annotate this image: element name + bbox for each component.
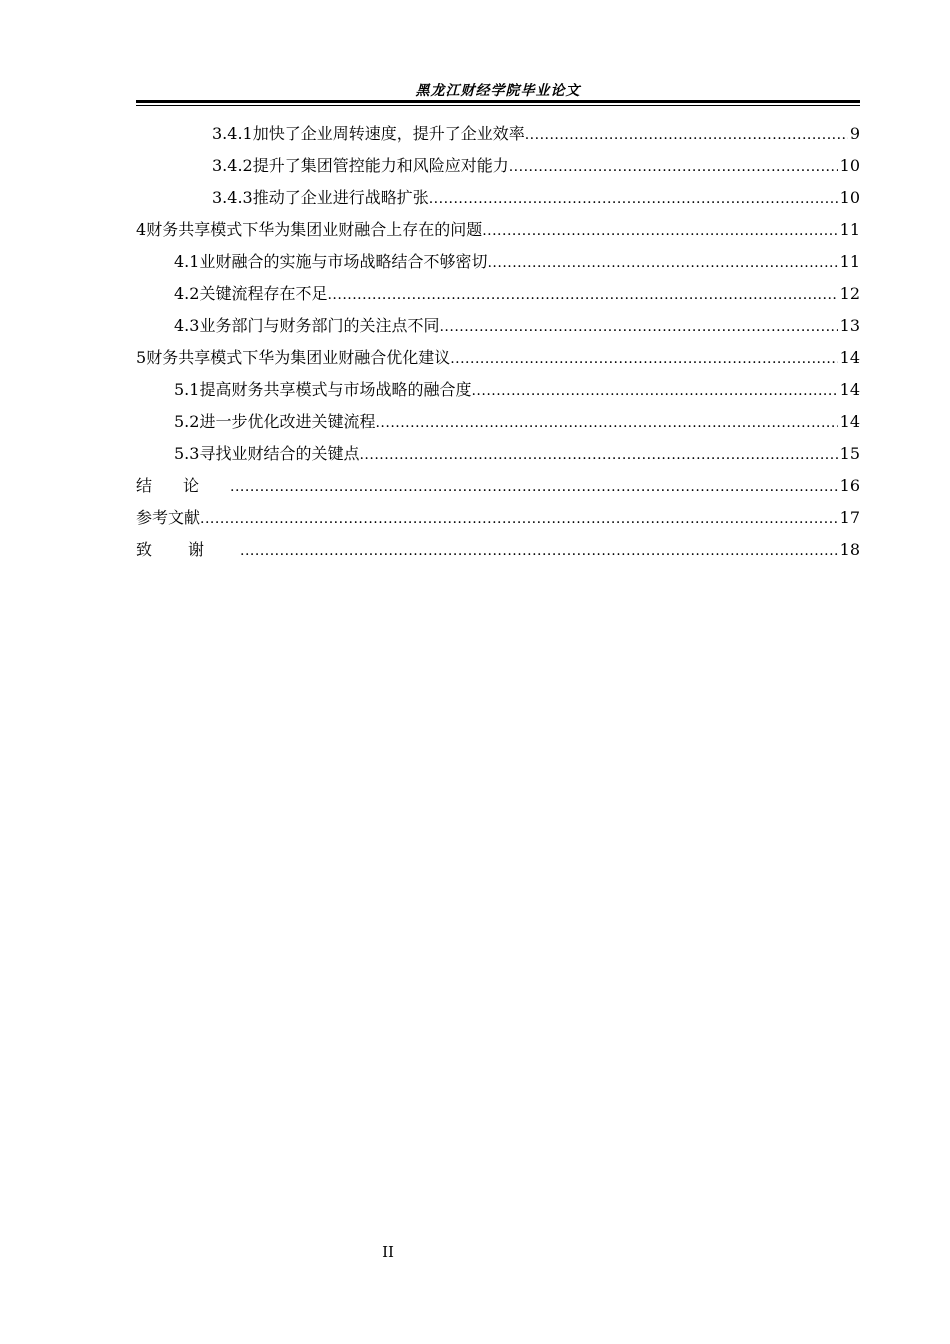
toc-entry-title: 业务部门与财务部门的关注点不同 [199,316,440,335]
toc-entry-page: 16 [839,476,860,495]
toc-dot-leader [359,439,837,471]
toc-dot-leader [230,471,838,503]
toc-entry-number: 3.4.1 [212,124,253,143]
toc-dot-leader [482,215,837,247]
toc-entry-title: 致谢 [136,540,241,559]
toc-entry[interactable] [136,374,860,406]
toc-entry-number: 5.3 [174,444,200,463]
toc-entry-title: 推动了企业进行战略扩张 [252,188,429,207]
toc-entry-page: 11 [839,252,860,271]
toc-dot-leader [327,279,837,311]
toc-entry-number: 4 [136,220,147,239]
toc-entry-number: 3.4.3 [212,188,253,207]
toc-entry-number: 4.2 [174,284,200,303]
toc-dot-leader [509,151,838,183]
toc-entry[interactable] [136,470,860,502]
toc-entry-title: 参考文献 [136,508,201,527]
toc-entry[interactable] [136,182,860,214]
toc-entry-title: 结论 [136,476,231,495]
toc-entry[interactable] [136,406,860,438]
running-header-title: 黑龙江财经学院毕业论文 [415,83,581,99]
toc-entry-title: 加快了企业周转速度，提升了企业效率 [252,124,525,143]
toc-entry-title: 提高财务共享模式与市场战略的融合度 [199,380,472,399]
toc-entry[interactable] [136,342,860,374]
page-number: II [382,1243,394,1261]
toc-entry-page: 12 [839,284,860,303]
toc-entry-number: 5 [136,348,147,367]
toc-dot-leader [429,183,838,215]
toc-entry[interactable] [136,214,860,246]
toc-entry-page: 18 [839,540,860,559]
toc-entry[interactable] [136,438,860,470]
toc-entry[interactable] [136,534,860,566]
toc-entry-title: 进一步优化改进关键流程 [199,412,376,431]
toc-entry-title: 关键流程存在不足 [199,284,328,303]
toc-entry-page: 14 [839,380,860,399]
toc-dot-leader [439,311,837,343]
toc-dot-leader [525,119,848,151]
toc-entry-page: 10 [839,156,860,175]
toc-entry-page: 15 [839,444,860,463]
toc-entry-title: 提升了集团管控能力和风险应对能力 [252,156,509,175]
toc-entry-title: 财务共享模式下华为集团业财融合优化建议 [146,348,451,367]
toc-dot-leader [375,407,837,439]
header-rule-thick [136,100,860,103]
toc-entry-page: 13 [839,316,860,335]
toc-entry-page: 14 [839,412,860,431]
toc-entry-number: 5.2 [174,412,200,431]
toc-entry[interactable] [136,150,860,182]
toc-dot-leader [487,247,837,279]
toc-dot-leader [471,375,837,407]
toc-entry-page: 17 [839,508,860,527]
toc-entry[interactable] [136,118,860,150]
table-of-contents [136,118,860,566]
toc-entry-page: 10 [839,188,860,207]
toc-entry-number: 3.4.2 [212,156,253,175]
toc-entry-number: 5.1 [174,380,200,399]
toc-entry[interactable] [136,502,860,534]
toc-entry[interactable] [136,310,860,342]
toc-entry-page: 9 [849,124,860,143]
toc-dot-leader [240,535,838,567]
toc-entry-title: 寻找业财结合的关键点 [199,444,360,463]
toc-entry-number: 4.3 [174,316,200,335]
toc-entry-page: 14 [839,348,860,367]
toc-dot-leader [200,503,838,535]
header-rule-thin [136,105,860,106]
toc-entry[interactable] [136,278,860,310]
toc-entry-number: 4.1 [174,252,200,271]
toc-dot-leader [450,343,837,375]
toc-entry-title: 业财融合的实施与市场战略结合不够密切 [199,252,488,271]
toc-entry[interactable] [136,246,860,278]
toc-entry-page: 11 [839,220,860,239]
toc-entry-title: 财务共享模式下华为集团业财融合上存在的问题 [146,220,483,239]
